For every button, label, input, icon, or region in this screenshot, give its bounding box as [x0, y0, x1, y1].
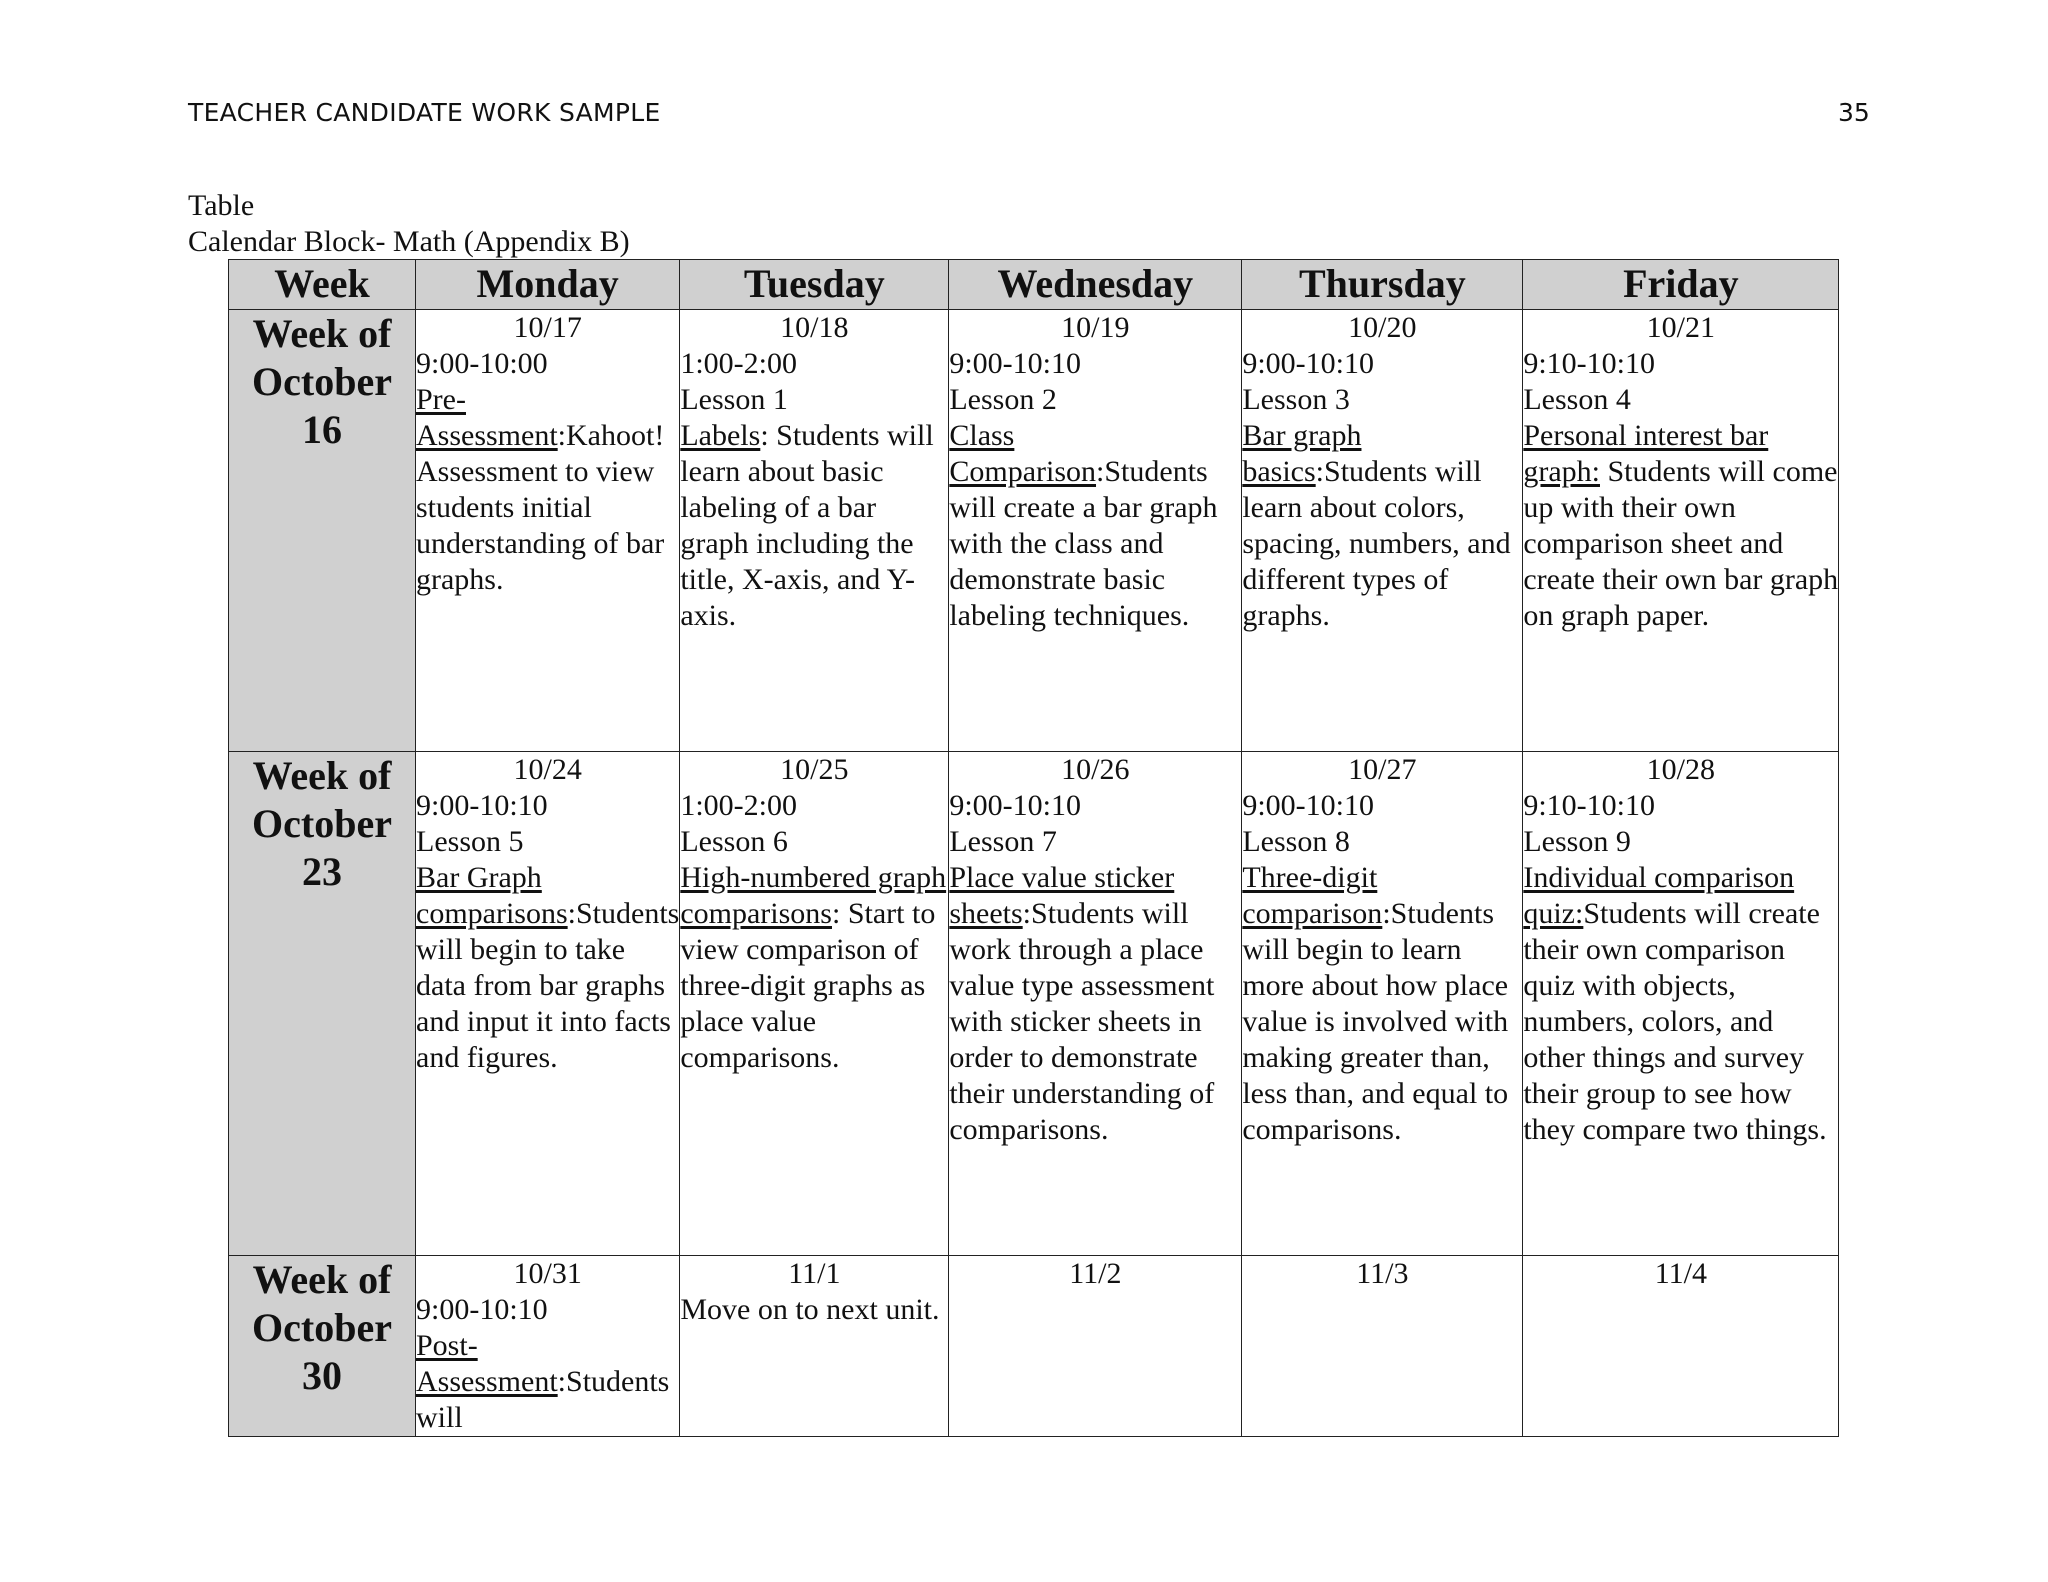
lesson-desc-text: Students will learn about colors, spacing, numbers, and different types of graphs. [1242, 455, 1511, 632]
day-date: 10/21 [1646, 311, 1716, 344]
day-cell [1242, 1256, 1523, 1437]
day-time: 9:00-10:00 [416, 347, 548, 380]
day-time: 9:00-10:10 [1242, 347, 1375, 380]
day-time: 9:00-10:10 [416, 1293, 548, 1326]
lesson-description [1523, 418, 1838, 634]
day-date: 11/4 [1654, 1257, 1707, 1290]
lesson-desc-text: Students will create their own comparison quiz with objects, numbers, colors, and other things and survey their group to see how they compare two things. [1523, 897, 1827, 1146]
day-time: 1:00-2:00 [680, 789, 798, 822]
topic-separator: : [1022, 897, 1032, 930]
lesson-number: Lesson 7 [949, 825, 1057, 858]
week-label-line: Week of [252, 753, 392, 798]
day-cell [949, 310, 1242, 752]
day-cell [1523, 310, 1839, 752]
week-label-line: October [252, 359, 392, 404]
day-cell [1242, 310, 1523, 752]
lesson-topic: Individual comparison quiz: [1523, 861, 1795, 930]
table-row [229, 1256, 1839, 1437]
lesson-desc-text: Students will begin to take data from bar graphs and input it into facts and figures. [416, 897, 680, 1074]
table-label: Table [188, 189, 255, 222]
lesson-desc-text: Students will create a bar graph with the class and demonstrate basic labeling techniques. [949, 455, 1218, 632]
lesson-description [680, 418, 948, 634]
week-label-line: October [252, 801, 392, 846]
day-date: 10/17 [513, 311, 582, 344]
topic-separator: : [760, 419, 769, 452]
lesson-topic: Labels [680, 419, 761, 452]
lesson-topic: Class Comparison [949, 419, 1097, 488]
header-tuesday: Tuesday [680, 260, 949, 310]
day-time: 1:00-2:00 [680, 347, 798, 380]
day-date: 10/19 [1061, 311, 1130, 344]
day-time: 9:10-10:10 [1523, 347, 1656, 380]
day-date: 10/26 [1061, 753, 1130, 786]
lesson-number: Lesson 2 [949, 383, 1057, 416]
day-date: 10/20 [1348, 311, 1417, 344]
day-date: 11/1 [788, 1257, 841, 1290]
topic-separator: : [567, 897, 576, 930]
lesson-number: Lesson 8 [1242, 825, 1350, 858]
lesson-topic: Personal interest bar graph: [1523, 419, 1769, 488]
table-title: Calendar Block- Math (Appendix B) [188, 225, 630, 258]
lesson-description [416, 860, 679, 1076]
lesson-description [1242, 418, 1522, 634]
lesson-desc-text: Kahoot! Assessment to view students initial understanding of bar graphs. [416, 419, 665, 596]
header-friday: Friday [1523, 260, 1839, 310]
lesson-number: Lesson 6 [680, 825, 788, 858]
day-date: 11/3 [1356, 1257, 1409, 1290]
lesson-description [416, 1328, 679, 1436]
week-label-line: Week of [252, 311, 392, 356]
lesson-topic: Three-digit comparison [1242, 861, 1383, 930]
week-label-line: 30 [302, 1353, 342, 1398]
table-row [229, 310, 1839, 752]
lesson-number: Lesson 9 [1523, 825, 1631, 858]
topic-separator: : [1315, 455, 1325, 488]
lesson-topic: High-numbered graph comparisons [680, 861, 947, 930]
lesson-topic: Pre-Assessment [416, 383, 558, 452]
lesson-desc-text: Students will come up with their own comparison sheet and create their own bar graph on graph paper. [1523, 455, 1839, 632]
table-header-row [229, 260, 1839, 310]
lesson-description [1242, 860, 1522, 1148]
header-thursday: Thursday [1242, 260, 1523, 310]
day-date: 10/31 [513, 1257, 582, 1290]
lesson-topic: Post-Assessment [416, 1329, 558, 1398]
running-head: TEACHER CANDIDATE WORK SAMPLE [188, 98, 661, 127]
lesson-desc-text: Students will begin to learn more about how place value is involved with making greater than, less than, and equal to comparisons. [1242, 897, 1509, 1146]
day-date: 10/24 [513, 753, 582, 786]
day-date: 10/27 [1348, 753, 1417, 786]
lesson-number: Lesson 3 [1242, 383, 1350, 416]
day-cell [416, 1256, 680, 1437]
day-cell [416, 752, 680, 1256]
lesson-desc-text: Move on to next unit. [680, 1293, 940, 1326]
day-date: 10/28 [1646, 753, 1716, 786]
lesson-description [680, 860, 948, 1076]
topic-separator: : [1382, 897, 1391, 930]
lesson-number: Lesson 5 [416, 825, 524, 858]
day-time: 9:00-10:10 [416, 789, 548, 822]
day-time: 9:00-10:10 [949, 789, 1082, 822]
day-cell [1242, 752, 1523, 1256]
week-label-cell [229, 310, 416, 752]
day-date: 11/2 [1069, 1257, 1122, 1290]
week-label-line: 23 [302, 849, 342, 894]
week-label-line: 16 [302, 407, 342, 452]
day-cell [949, 752, 1242, 1256]
week-label-line: October [252, 1305, 392, 1350]
lesson-description [949, 860, 1241, 1148]
day-cell [680, 752, 949, 1256]
day-time: 9:00-10:10 [1242, 789, 1375, 822]
lesson-topic: Bar graph basics [1242, 419, 1362, 488]
topic-separator: : [831, 897, 841, 930]
day-date: 10/18 [780, 311, 849, 344]
week-label-cell [229, 1256, 416, 1437]
day-cell [1523, 1256, 1839, 1437]
day-cell [949, 1256, 1242, 1437]
day-cell [680, 310, 949, 752]
topic-separator: : [1096, 455, 1105, 488]
lesson-description [1523, 860, 1838, 1148]
lesson-description [416, 382, 679, 598]
week-label-line: Week of [252, 1257, 392, 1302]
lesson-desc-text: Students will learn about basic labeling of a bar graph including the title, X-axis, and Y-axis. [680, 419, 934, 632]
lesson-topic: Place value sticker sheets [949, 861, 1175, 930]
page-number: 35 [1838, 98, 1870, 127]
day-time: 9:10-10:10 [1523, 789, 1656, 822]
lesson-description [680, 1292, 948, 1328]
lesson-number: Lesson 4 [1523, 383, 1631, 416]
lesson-desc-text: Students will [416, 1365, 670, 1434]
lesson-description [949, 418, 1241, 634]
day-cell [680, 1256, 949, 1437]
topic-separator: : [557, 1365, 567, 1398]
week-label-cell [229, 752, 416, 1256]
header-week: Week [229, 260, 416, 310]
lesson-number: Lesson 1 [680, 383, 788, 416]
header-monday: Monday [416, 260, 680, 310]
topic-separator: : [557, 419, 567, 452]
lesson-desc-text: Students will work through a place value type assessment with sticker sheets in order to demonstrate their understanding of comparisons. [949, 897, 1215, 1146]
lesson-topic: Bar Graph comparisons [416, 861, 568, 930]
day-date: 10/25 [780, 753, 849, 786]
day-cell [416, 310, 680, 752]
day-cell [1523, 752, 1839, 1256]
table-row [229, 752, 1839, 1256]
day-time: 9:00-10:10 [949, 347, 1082, 380]
calendar-table [228, 259, 1839, 1437]
header-wednesday: Wednesday [949, 260, 1242, 310]
lesson-desc-text: Start to view comparison of three-digit graphs as place value comparisons. [680, 897, 936, 1074]
